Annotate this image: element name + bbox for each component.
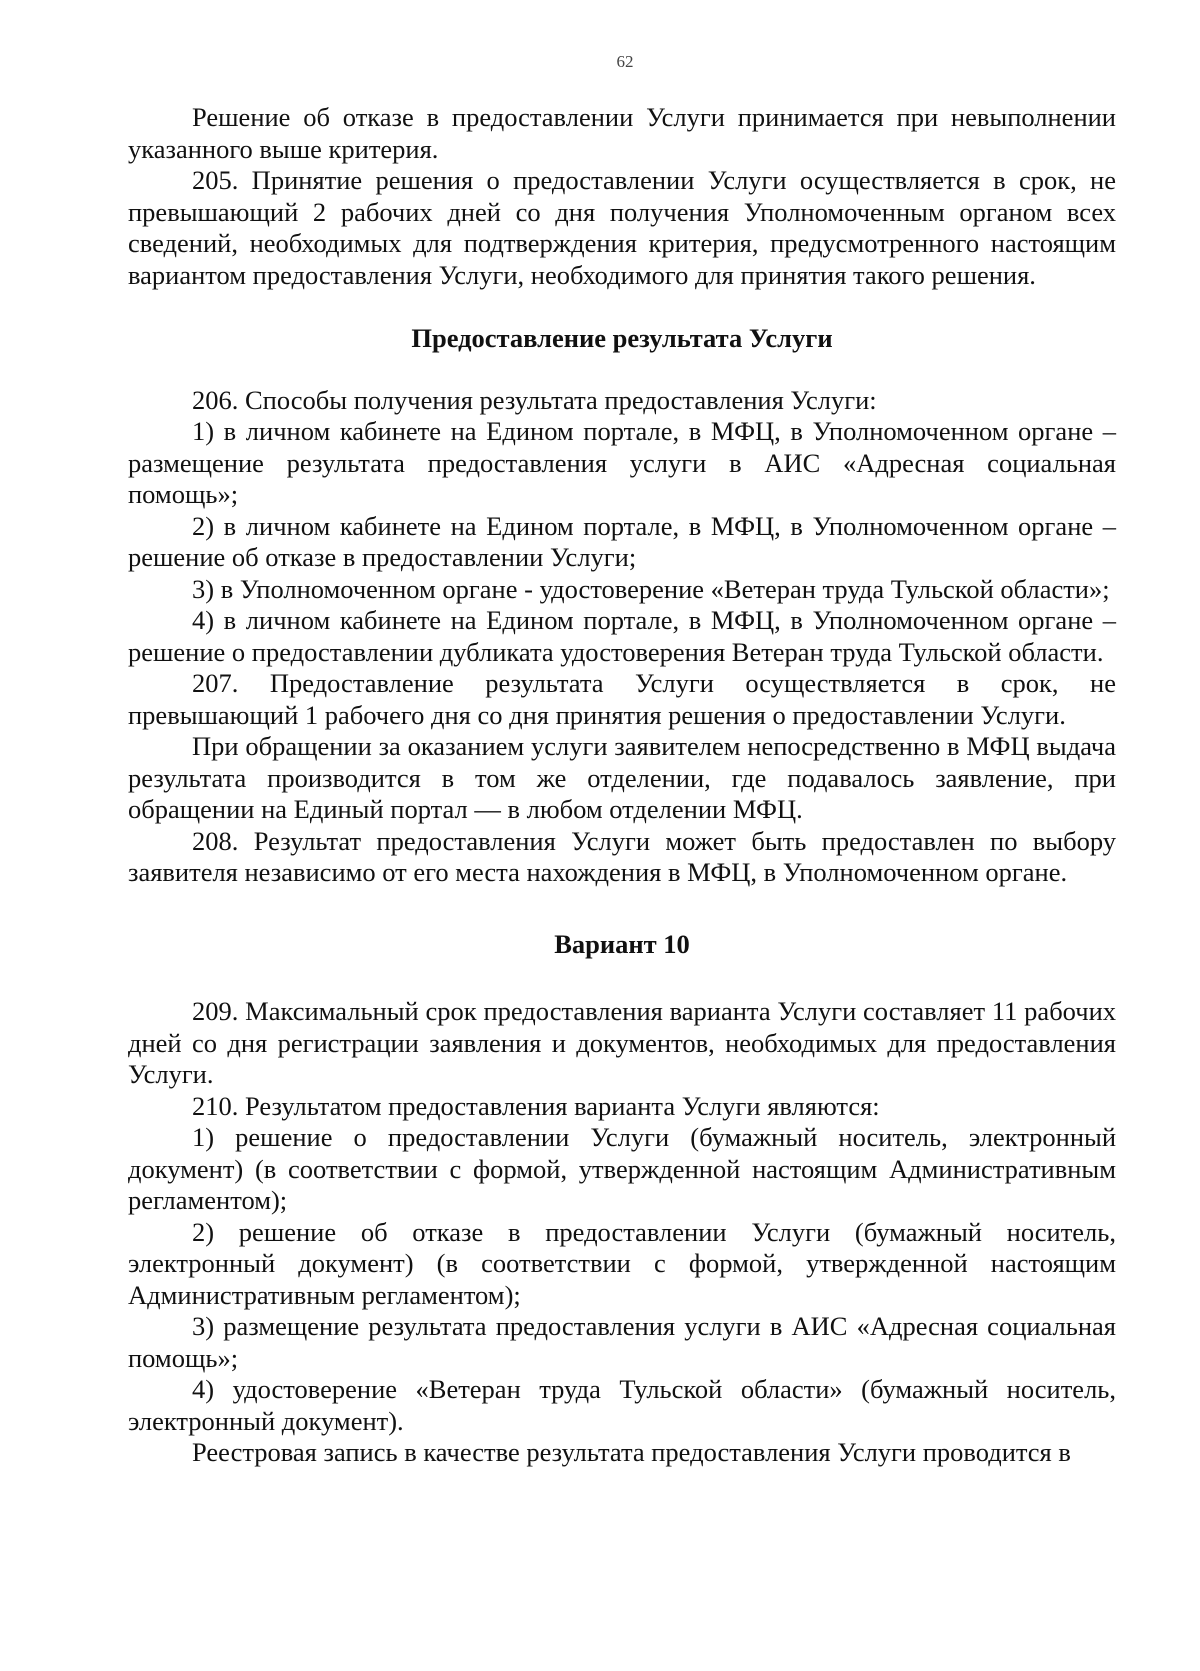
paragraph-205: 205. Принятие решения о предоставлении Услуги осуществляется в срок, не превышающий 2 рабочих дней со дня получения Уполномоченным органом всех сведений, необходимых для подтверждения критерия, предусмотренного настоящим вариантом предоставления Услуги, необходимого для принятия такого решения. xyxy=(128,165,1116,290)
document-body xyxy=(128,102,1116,1469)
paragraph-criterion-refusal: Решение об отказе в предоставлении Услуги принимается при невыполнении указанного выше критерия. xyxy=(128,102,1116,164)
page-number: 62 xyxy=(616,52,634,71)
section-top xyxy=(128,102,1116,291)
paragraph-registry: Реестровая запись в качестве результата предоставления Услуги проводится в xyxy=(192,1437,1071,1467)
section-variant xyxy=(128,996,1116,1469)
heading-result: Предоставление результата Услуги xyxy=(411,323,833,353)
paragraph-206-item-1: 1) в личном кабинете на Едином портале, в МФЦ, в Уполномоченном органе – размещение результата предоставления услуги в АИС «Адресная социальная помощь»; xyxy=(128,416,1116,509)
paragraph-210: 210. Результатом предоставления варианта Услуги являются: xyxy=(192,1090,880,1121)
paragraph-208: 208. Результат предоставления Услуги может быть предоставлен по выбору заявителя независимо от его места нахождения в МФЦ, в Уполномоченном органе. xyxy=(128,825,1116,887)
paragraph-206-item-3: 3) в Уполномоченном органе - удостоверение «Ветеран труда Тульской области»; xyxy=(192,573,1110,604)
heading-variant: Вариант 10 xyxy=(554,928,690,959)
section-result xyxy=(128,385,1116,889)
paragraph-210-item-2: 2) решение об отказе в предоставлении Услуги (бумажный носитель, электронный документ) (в соответствии с формой, утвержденной настоящим Административным регламентом); xyxy=(128,1216,1116,1310)
paragraph-209: 209. Максимальный срок предоставления варианта Услуги составляет 11 рабочих дней со дня регистрации заявления и документов, необходимых для предоставления Услуги. xyxy=(128,996,1116,1089)
paragraph-206: 206. Способы получения результата предоставления Услуги: xyxy=(192,384,877,415)
paragraph-206-item-2: 2) в личном кабинете на Едином портале, в МФЦ, в Уполномоченном органе – решение об отказе в предоставлении Услуги; xyxy=(128,510,1116,572)
paragraph-210-item-1: 1) решение о предоставлении Услуги (бумажный носитель, электронный документ) (в соответствии с формой, утвержденной настоящим Административным регламентом); xyxy=(128,1122,1116,1215)
paragraph-207-mfc: При обращении за оказанием услуги заявителем непосредственно в МФЦ выдача результата производится в том же отделении, где подавалось заявление, при обращении на Единый портал — в любом отделении МФЦ. xyxy=(128,731,1116,824)
paragraph-207: 207. Предоставление результата Услуги осуществляется в срок, не превышающий 1 рабочего дня со дня принятия решения о предоставлении Услуги. xyxy=(128,668,1116,730)
paragraph-210-item-3: 3) размещение результата предоставления услуги в АИС «Адресная социальная помощь»; xyxy=(128,1311,1116,1373)
paragraph-210-item-4: 4) удостоверение «Ветеран труда Тульской области» (бумажный носитель, электронный документ). xyxy=(128,1374,1116,1436)
paragraph-206-item-4: 4) в личном кабинете на Едином портале, в МФЦ, в Уполномоченном органе – решение о предоставлении дубликата удостоверения Ветеран труда Тульской области. xyxy=(128,605,1116,667)
